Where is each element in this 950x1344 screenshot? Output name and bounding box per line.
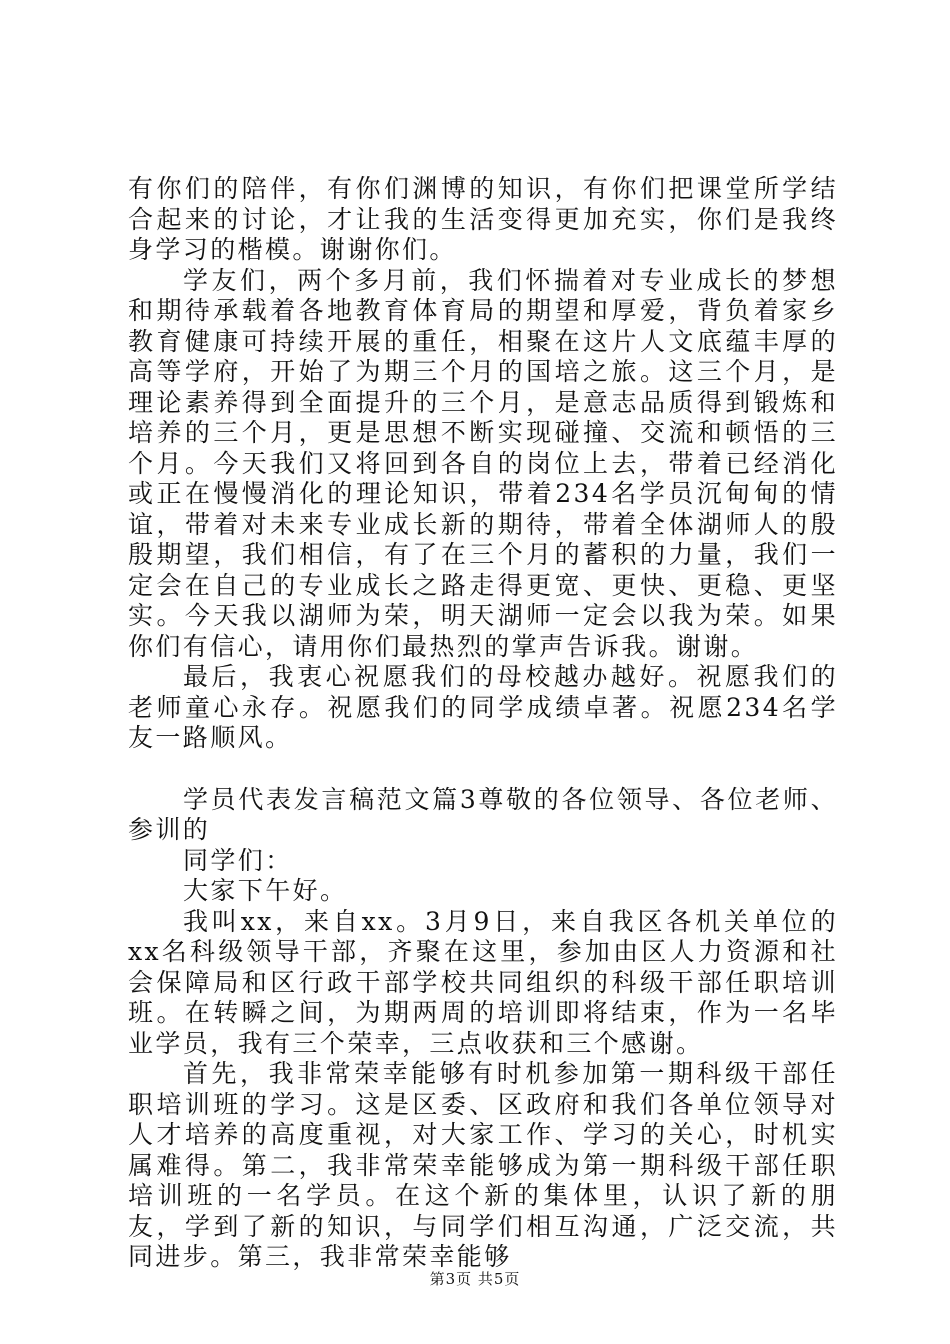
page-number-footer: 第3页 共5页 [429, 1270, 521, 1288]
greeting: 大家下午好。 [183, 876, 348, 905]
paragraph-continuation: 有你们的陪伴，有你们渊博的知识，有你们把课堂所学结合起来的讨论，才让我的生活变得更加充实，你们是我终身学习的楷模。谢谢你们。 [128, 174, 838, 264]
paragraph-closing-wishes: 最后，我衷心祝愿我们的母校越办越好。祝愿我们的老师童心永存。祝愿我们的同学成绩卓著。祝愿234名学友一路顺风。 [128, 662, 838, 752]
document-body [128, 174, 838, 1273]
paragraph-introduction: 我叫xx，来自xx。3月9日，来自我区各机关单位的xx名科级领导干部，齐聚在这里，参加由区人力资源和社会保障局和区行政干部学校共同组织的科级干部任职培训班。在转瞬之间，为期两周的培训即将结束，作为一名毕业学员，我有三个荣幸，三点收获和三个感谢。 [128, 906, 838, 1058]
paragraph-first-honor: 首先，我非常荣幸能够有时机参加第一期科级干部任职培训班的学习。这是区委、区政府和我们各单位领导对人才培养的高度重视，对大家工作、学习的关心，时机实属难得。第二，我非常荣幸能够成为第一期科级干部任职培训班的一名学员。在这个新的集体里，认识了新的朋友，学到了新的知识，与同学们相互沟通，广泛交流，共同进步。第三，我非常荣幸能够 [128, 1059, 838, 1271]
salutation-classmates: 同学们： [183, 845, 293, 875]
paragraph-classmates-farewell: 学友们，两个多月前，我们怀揣着对专业成长的梦想和期待承载着各地教育体育局的期望和厚爱，背负着家乡教育健康可持续开展的重任，相聚在这片人文底蕴丰厚的高等学府，开始了为期三个月的国培之旅。这三个月，是理论素养得到全面提升的三个月，是意志品质得到锻炼和培养的三个月，更是思想不断实现碰撞、交流和顿悟的三个月。今天我们又将回到各自的岗位上去，带着已经消化或正在慢慢消化的理论知识，带着234名学员沉甸甸的情谊，带着对未来专业成长新的期待，带着全体湖师人的殷殷期望，我们相信，有了在三个月的蓄积的力量，我们一定会在自己的专业成长之路走得更宽、更快、更稳、更坚实。今天我以湖师为荣，明天湖师一定会以我为荣。如果你们有信心，请用你们最热烈的掌声告诉我。谢谢。 [128, 265, 838, 661]
section-heading-sample-3: 学员代表发言稿范文篇3尊敬的各位领导、各位老师、参训的 [128, 784, 838, 844]
